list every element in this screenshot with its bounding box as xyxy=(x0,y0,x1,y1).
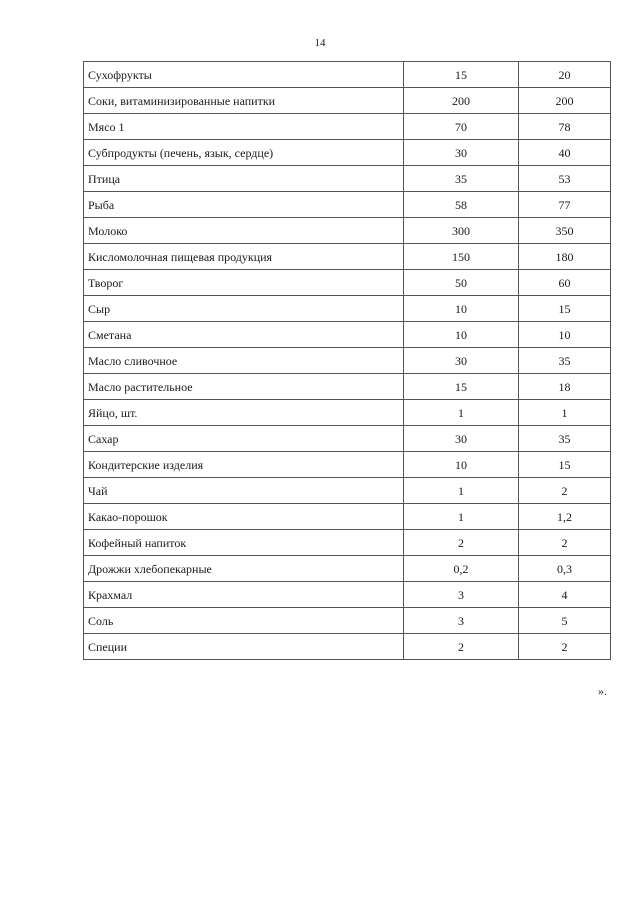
quantity-cell-a: 30 xyxy=(404,348,519,374)
quantity-cell-b: 78 xyxy=(519,114,611,140)
table-row xyxy=(84,140,611,166)
table-row xyxy=(84,478,611,504)
quantity-cell-a: 35 xyxy=(404,166,519,192)
food-norms-table-body xyxy=(84,62,611,660)
table-row xyxy=(84,634,611,660)
product-name-cell: Соки, витаминизированные напитки xyxy=(84,88,404,114)
quantity-cell-b: 15 xyxy=(519,452,611,478)
quantity-cell-b: 35 xyxy=(519,426,611,452)
product-name-cell: Соль xyxy=(84,608,404,634)
product-name-cell: Крахмал xyxy=(84,582,404,608)
table-row xyxy=(84,192,611,218)
quantity-cell-a: 1 xyxy=(404,400,519,426)
quantity-cell-a: 1 xyxy=(404,504,519,530)
product-name-cell: Птица xyxy=(84,166,404,192)
product-name-cell: Масло сливочное xyxy=(84,348,404,374)
quantity-cell-a: 1 xyxy=(404,478,519,504)
quantity-cell-b: 1,2 xyxy=(519,504,611,530)
quantity-cell-a: 2 xyxy=(404,634,519,660)
closing-quote-mark: ». xyxy=(598,684,607,698)
product-name-cell: Сметана xyxy=(84,322,404,348)
quantity-cell-a: 200 xyxy=(404,88,519,114)
table-row xyxy=(84,88,611,114)
quantity-cell-b: 60 xyxy=(519,270,611,296)
quantity-cell-b: 40 xyxy=(519,140,611,166)
table-row xyxy=(84,348,611,374)
table-row xyxy=(84,400,611,426)
quantity-cell-a: 50 xyxy=(404,270,519,296)
product-name-cell: Мясо 1 xyxy=(84,114,404,140)
table-row xyxy=(84,374,611,400)
table-row xyxy=(84,322,611,348)
quantity-cell-b: 200 xyxy=(519,88,611,114)
quantity-cell-a: 300 xyxy=(404,218,519,244)
food-norms-table xyxy=(83,61,611,660)
product-name-cell: Рыба xyxy=(84,192,404,218)
quantity-cell-a: 15 xyxy=(404,374,519,400)
product-name-cell: Специи xyxy=(84,634,404,660)
table-row xyxy=(84,504,611,530)
table-row xyxy=(84,62,611,88)
product-name-cell: Масло растительное xyxy=(84,374,404,400)
quantity-cell-a: 2 xyxy=(404,530,519,556)
product-name-cell: Кондитерские изделия xyxy=(84,452,404,478)
quantity-cell-a: 30 xyxy=(404,426,519,452)
quantity-cell-b: 180 xyxy=(519,244,611,270)
quantity-cell-a: 10 xyxy=(404,296,519,322)
table-row xyxy=(84,530,611,556)
quantity-cell-a: 150 xyxy=(404,244,519,270)
quantity-cell-b: 18 xyxy=(519,374,611,400)
quantity-cell-b: 77 xyxy=(519,192,611,218)
page-number: 14 xyxy=(314,37,326,49)
table-row xyxy=(84,114,611,140)
quantity-cell-b: 5 xyxy=(519,608,611,634)
quantity-cell-a: 10 xyxy=(404,452,519,478)
product-name-cell: Чай xyxy=(84,478,404,504)
quantity-cell-b: 1 xyxy=(519,400,611,426)
product-name-cell: Кофейный напиток xyxy=(84,530,404,556)
table-row xyxy=(84,244,611,270)
product-name-cell: Сухофрукты xyxy=(84,62,404,88)
table-row xyxy=(84,166,611,192)
product-name-cell: Субпродукты (печень, язык, сердце) xyxy=(84,140,404,166)
table-row xyxy=(84,608,611,634)
table-row xyxy=(84,452,611,478)
quantity-cell-b: 0,3 xyxy=(519,556,611,582)
table-row xyxy=(84,426,611,452)
product-name-cell: Яйцо, шт. xyxy=(84,400,404,426)
product-name-cell: Какао-порошок xyxy=(84,504,404,530)
quantity-cell-b: 15 xyxy=(519,296,611,322)
quantity-cell-b: 2 xyxy=(519,478,611,504)
quantity-cell-b: 2 xyxy=(519,634,611,660)
quantity-cell-b: 2 xyxy=(519,530,611,556)
quantity-cell-b: 10 xyxy=(519,322,611,348)
quantity-cell-a: 58 xyxy=(404,192,519,218)
quantity-cell-a: 10 xyxy=(404,322,519,348)
table-row xyxy=(84,270,611,296)
quantity-cell-a: 3 xyxy=(404,582,519,608)
quantity-cell-a: 15 xyxy=(404,62,519,88)
table-row xyxy=(84,556,611,582)
product-name-cell: Сахар xyxy=(84,426,404,452)
quantity-cell-b: 4 xyxy=(519,582,611,608)
quantity-cell-a: 0,2 xyxy=(404,556,519,582)
quantity-cell-a: 30 xyxy=(404,140,519,166)
quantity-cell-b: 20 xyxy=(519,62,611,88)
product-name-cell: Творог xyxy=(84,270,404,296)
quantity-cell-a: 3 xyxy=(404,608,519,634)
quantity-cell-b: 53 xyxy=(519,166,611,192)
quantity-cell-b: 350 xyxy=(519,218,611,244)
quantity-cell-b: 35 xyxy=(519,348,611,374)
quantity-cell-a: 70 xyxy=(404,114,519,140)
table-row xyxy=(84,582,611,608)
product-name-cell: Кисломолочная пищевая продукция xyxy=(84,244,404,270)
table-row xyxy=(84,296,611,322)
product-name-cell: Молоко xyxy=(84,218,404,244)
product-name-cell: Дрожжи хлебопекарные xyxy=(84,556,404,582)
product-name-cell: Сыр xyxy=(84,296,404,322)
table-row xyxy=(84,218,611,244)
